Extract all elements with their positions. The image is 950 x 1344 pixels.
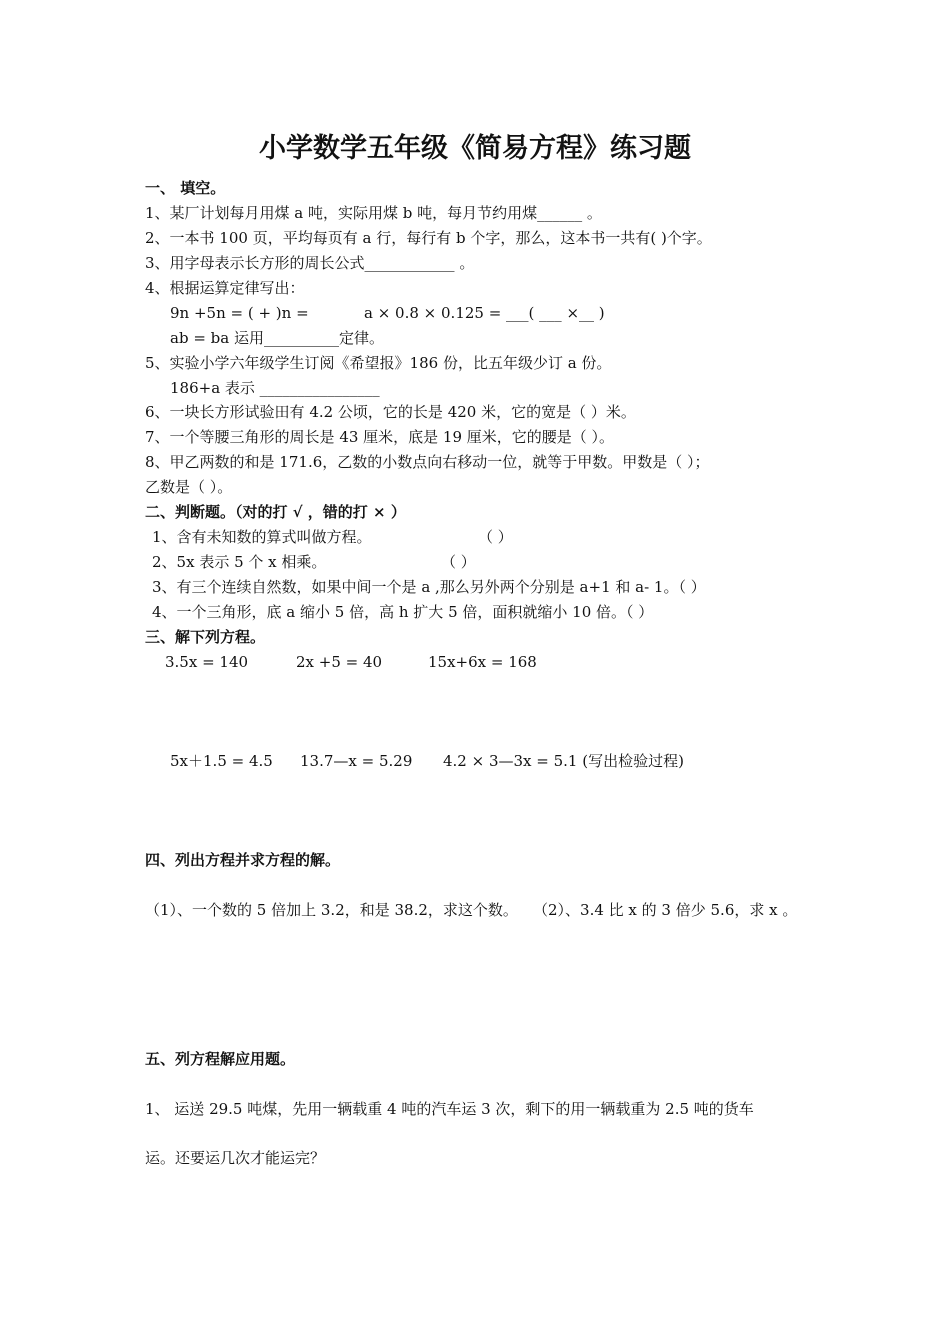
fill-question-4c: ab = ba 运用__________定律。 xyxy=(170,329,384,347)
judge-question-4: 4、一个三角形，底 a 缩小 5 倍，高 h 扩大 5 倍，面积就缩小 10 倍。（ ） xyxy=(152,603,654,621)
equation-6: 4.2 × 3—3x = 5.1 (写出检验过程) xyxy=(443,752,684,770)
fill-question-8b: 乙数是（ ）。 xyxy=(145,478,233,496)
judge-question-1: 1、含有未知数的算式叫做方程。 xyxy=(152,528,372,546)
equation-2: 2x +5 = 40 xyxy=(296,653,383,671)
section-5-heading: 五、列方程解应用题。 xyxy=(145,1050,296,1068)
judge-question-3: 3、有三个连续自然数，如果中间一个是 a ,那么另外两个分别是 a+1 和 a- 1。（ ） xyxy=(152,578,706,596)
fill-question-8: 8、甲乙两数的和是 171.6，乙数的小数点向右移动一位，就等于甲数。甲数是（ ）； xyxy=(145,453,710,471)
judge-answer-1: （ ） xyxy=(478,528,513,546)
fill-question-5a: 186+a 表示 ________________ xyxy=(170,379,380,397)
section-3-heading: 三、解下列方程。 xyxy=(145,628,266,646)
fill-question-4: 4、根据运算定律写出： xyxy=(145,279,305,297)
fill-question-2: 2、一本书 100 页，平均每页有 a 行，每行有 b 个字，那么，这本书一共有( )个字。 xyxy=(145,229,712,247)
word-equation-1: （1）、一个数的 5 倍加上 3.2，和是 38.2，求这个数。 xyxy=(145,901,518,919)
judge-question-2: 2、5x 表示 5 个 x 相乘。 xyxy=(152,553,327,571)
equation-5: 13.7—x = 5.29 xyxy=(300,752,413,770)
section-2-heading: 二、判断题。（对的打 √ ，错的打 × ） xyxy=(145,503,406,521)
equation-3: 15x+6x = 168 xyxy=(428,653,537,671)
fill-question-6: 6、一块长方形试验田有 4.2 公顷，它的长是 420 米，它的宽是（ ）米。 xyxy=(145,403,636,421)
fill-question-4a: 9n +5n = ( + )n = xyxy=(170,304,309,322)
page-title: 小学数学五年级《简易方程》练习题 xyxy=(259,133,691,164)
judge-answer-2: （ ） xyxy=(441,553,476,571)
application-question-1-line-2: 运。还要运几次才能运完？ xyxy=(145,1149,326,1167)
fill-question-5: 5、实验小学六年级学生订阅《希望报》186 份，比五年级少订 a 份。 xyxy=(145,354,612,372)
fill-question-3: 3、用字母表示长方形的周长公式____________ 。 xyxy=(145,254,475,272)
fill-question-1: 1、某厂计划每月用煤 a 吨，实际用煤 b 吨，每月节约用煤______ 。 xyxy=(145,204,602,222)
word-equation-2: （2）、3.4 比 x 的 3 倍少 5.6，求 x 。 xyxy=(533,901,798,919)
equation-1: 3.5x = 140 xyxy=(165,653,249,671)
application-question-1-line-1: 1、 运送 29.5 吨煤，先用一辆载重 4 吨的汽车运 3 次，剩下的用一辆载重为 2.5 吨的货车 xyxy=(145,1100,754,1118)
fill-question-7: 7、一个等腰三角形的周长是 43 厘米，底是 19 厘米，它的腰是（ ）。 xyxy=(145,428,615,446)
fill-question-4b: a × 0.8 × 0.125 = ___( ___ ×__ ) xyxy=(364,304,605,322)
equation-4: 5x＋1.5 = 4.5 xyxy=(170,752,273,770)
section-4-heading: 四、列出方程并求方程的解。 xyxy=(145,851,341,869)
section-1-heading: 一、 填空。 xyxy=(145,179,226,197)
